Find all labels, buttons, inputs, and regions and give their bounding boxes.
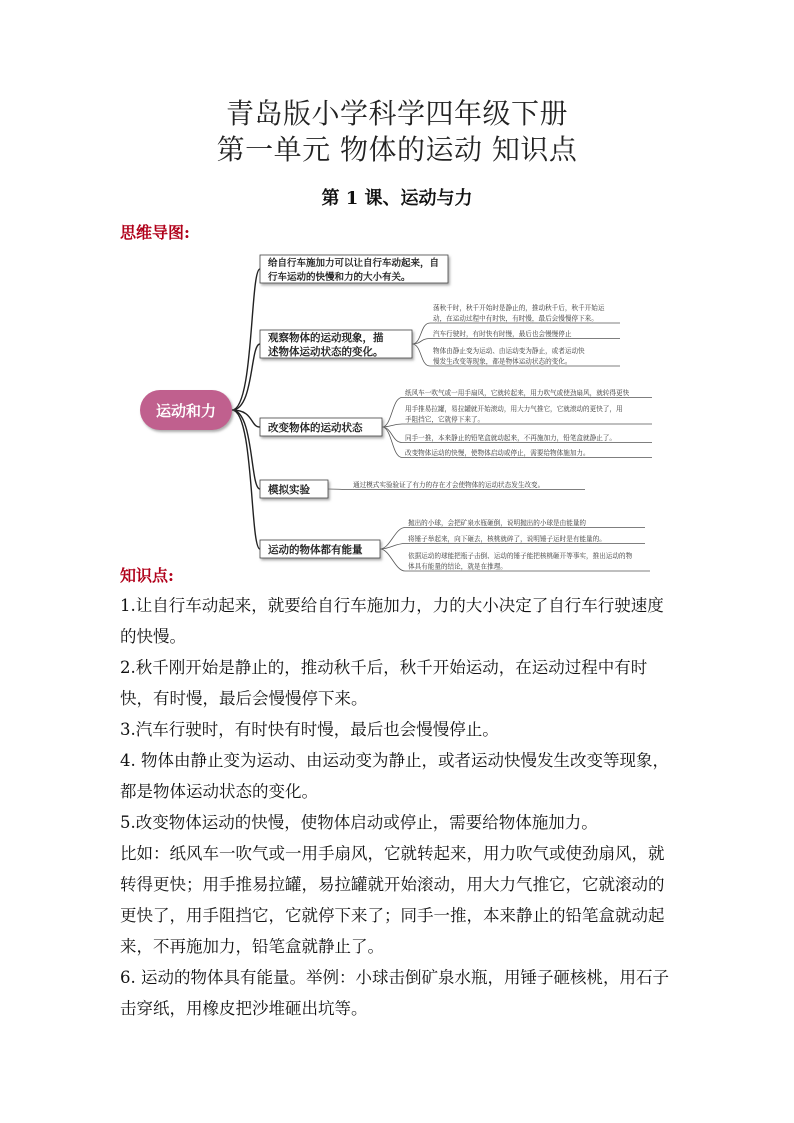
mindmap-leaf-text: 汽车行驶时，有时快有时慢，最后也会慢慢停止: [433, 330, 572, 338]
mindmap-root-label: 运动和力: [155, 402, 217, 420]
mindmap-leaf-text: 抛出的小球，会把矿泉水瓶砸倒，说明抛出的小球是由能量的: [408, 519, 587, 527]
mindmap-leaf-text: 手阻挡它，它就停下来了。: [405, 415, 485, 424]
mindmap-leaf: [405, 433, 616, 443]
mindmap-leaf-text: 同手一推，本来静止的铅笔盒就动起来，不再施加力，铅笔盒就静止了。: [405, 434, 616, 442]
mindmap-leaf-link: [380, 549, 405, 571]
mindmap-leaf: [408, 534, 606, 544]
mindmap-branch-label: 模拟实验: [268, 484, 310, 496]
mindmap-leaf: [408, 518, 586, 528]
mindmap-branch-label: 给自行车施加力可以让自行车动起来，自: [268, 258, 440, 269]
mindmap-leaf-text: 动，在运动过程中有时快，有时慢，最后会慢慢停下来。: [433, 314, 598, 323]
document-subtitle: 第一单元 物体的运动 知识点: [216, 133, 578, 166]
mindmap-leaf-text: 改变物体运动的快慢，使物体启动或停止，需要给物体施加力。: [405, 449, 590, 457]
lesson-title: 第 1 课、运动与力: [321, 188, 473, 209]
mindmap-leaf-text: 纸风车一吹气或一用手扇风，它就转起来，用力吹气或使劲扇风，就转得更快: [405, 389, 630, 397]
mindmap-branch-node: [260, 418, 382, 436]
mindmap-leaf: [405, 388, 630, 398]
mindmap-branch-link: [232, 410, 260, 489]
knowledge-point: 都是物体运动状态的变化。: [120, 782, 318, 801]
knowledge-point: 比如：纸风车一吹气或一用手扇风，它就转起来，用力吹气或使劲扇风，就转得更快；用手推易拉罐，易拉罐就开始滚动，用大力气推它，它就滚动的更快了，用手阻挡它，它就停下来了；同手一推，本来静止的铅笔盒就动起来，不再施加力，铅笔盒就静止了。: [120, 844, 665, 956]
document-title: 青岛版小学科学四年级下册: [225, 97, 568, 130]
mindmap-leaf-text: 用手推易拉罐，易拉罐就开始滚动，用大力气推它，它就滚动的更快了，用: [405, 405, 623, 413]
mindmap-leaf: [433, 329, 572, 339]
mindmap-leaf-link: [382, 427, 402, 443]
knowledge-heading: 知识点:: [120, 566, 174, 585]
mindmap-leaf-text: 依据运动的球能把瓶子击倒、运动的锤子能把核桃砸开等事实，推出运动的物: [408, 552, 633, 560]
mindmap-leaf: [405, 448, 590, 458]
mindmap-leaf: [433, 303, 605, 324]
mindmap-branch-label: 运动的物体都有能量: [268, 544, 363, 556]
knowledge-point: 3.汽车行驶时，有时快有时慢，最后也会慢慢停止。: [120, 720, 499, 739]
knowledge-points: [120, 590, 680, 1024]
mindmap-branch-node: [260, 480, 328, 498]
knowledge-point: 1.让自行车动起来，就要给自行车施加力，力的大小决定了自行车行驶速度的快慢。: [120, 596, 664, 646]
mindmap-leaf-text: 荡秋千时，秋千开始时是静止的，推动秋千后，秋千开始运: [433, 304, 605, 312]
mindmap-leaf-text: 慢发生改变等现象，都是物体运动状态的变化。: [433, 357, 572, 366]
mindmap-branch-label: 观察物体的运动现象，描: [268, 332, 384, 344]
knowledge-point: 5.改变物体运动的快慢，使物体启动或停止，需要给物体施加力。: [120, 813, 598, 832]
mindmap-branch-node: [260, 330, 412, 358]
mindmap-leaf: [353, 480, 544, 489]
mindmap-leaf-text: 物体由静止变为运动、由运动变为静止，或者运动快: [433, 347, 585, 355]
mindmap-leaf-link: [328, 489, 350, 490]
mindmap-root-node: [140, 390, 232, 430]
knowledge-point: 2.秋千刚开始是静止的，推动秋千后，秋千开始运动，在运动过程中有时快，有时慢，最后会慢慢停下来。: [120, 658, 648, 708]
mindmap-leaf-link: [382, 398, 402, 428]
mindmap-branch-node: [260, 540, 380, 558]
mindmap-leaf-text: 通过模式实验验证了有力的存在才会使物体的运动状态发生改变。: [353, 481, 545, 489]
mindmap-leaf: [408, 551, 633, 572]
mindmap-leaf-link: [412, 344, 430, 366]
mindmap-leaf-text: 将锤子举起来，向下砸去，核桃就碎了，说明锤子运时是有能量的。: [408, 535, 606, 543]
mindmap-heading: 思维导图:: [120, 223, 190, 242]
mindmap-leaf-link: [380, 528, 405, 550]
mindmap-branch-label: 行车运动的快慢和力的大小有关。: [268, 272, 411, 283]
mindmap-branch-label: 改变物体的运动状态: [268, 422, 363, 434]
mindmap-leaf: [433, 346, 585, 367]
mindmap-branch-link: [232, 269, 260, 410]
mindmap-branch-label: 述物体运动状态的变化。: [268, 346, 384, 358]
mindmap-branch-node: [260, 255, 448, 283]
knowledge-point: 4. 物体由静止变为运动、由运动变为静止，或者运动快慢发生改变等现象，: [120, 751, 669, 770]
knowledge-point: 6. 运动的物体具有能量。举例：小球击倒矿泉水瓶，用锤子砸核桃，用石子击穿纸，用橡皮把沙堆砸出坑等。: [120, 968, 669, 1018]
mindmap-branch-link: [232, 410, 260, 549]
mindmap-leaf-text: 体具有能量的结论，就是在推理。: [408, 562, 507, 571]
mindmap-leaf: [405, 404, 623, 425]
